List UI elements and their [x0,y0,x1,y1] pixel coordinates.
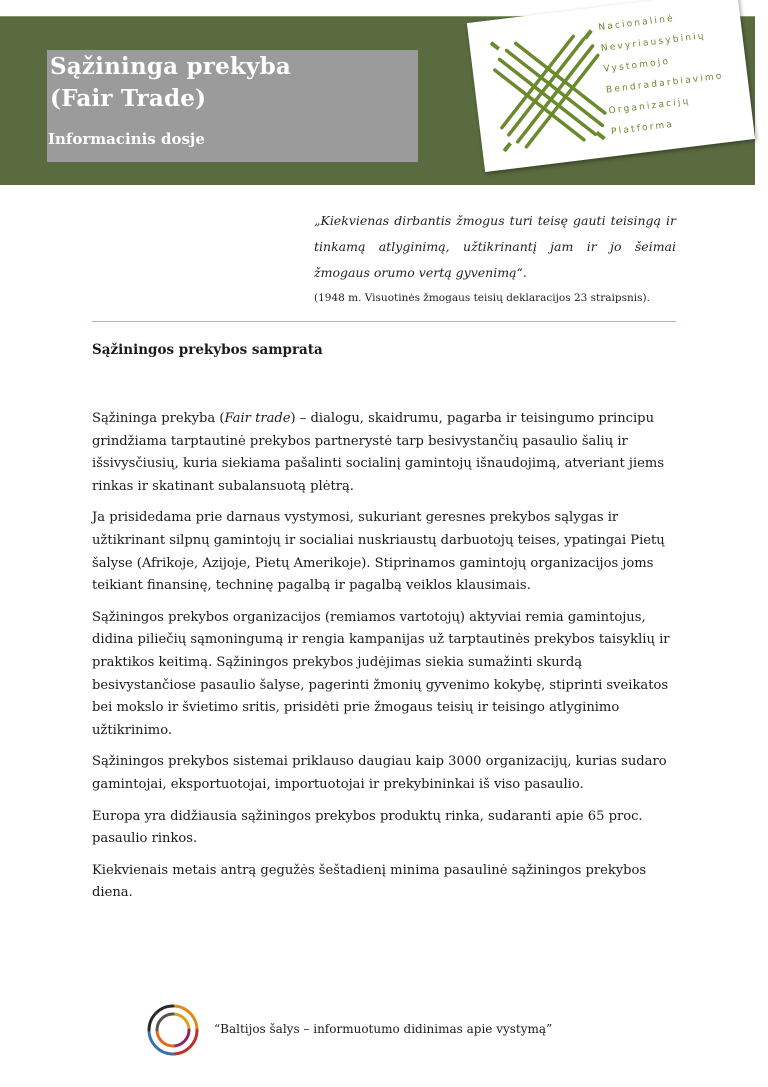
epigraph-source: (1948 m. Visuotinės žmogaus teisių deklaracijos 23 straipsnis). [314,292,650,304]
paragraph-1-end: ) – dialogu, skaidrumu, pagarba ir teisingumo principu grindžiama tarptautinė prekybos partnerystė tarp besivystančių pasaulio šalių ir išsivysčiusių, kuria siekiama pašalinti socialinį gamintojų išnaudojimą, atveriant jiems rinkas ir skatinant subalansuotą plėtrą. [92,411,665,494]
swirl-circle-logo-icon [143,1000,203,1060]
paragraph-1-start: Sąžininga prekyba ( [92,411,225,426]
paragraph-2: Ja prisidedama prie darnaus vystymosi, sukuriant geresnes prekybos sąlygas ir užtikrinant silpnų gamintojų ir socialiai nuskriaustų darbuotojų teises, ypatingai Pietų šalyse (Afrikoje, Azijoje, Pietų Amerikoje). Stiprinamos gamintojų organizacijos joms teikiant finansinę, techninę pagalbą ir pagalbą veiklos klausimais. [92,510,665,594]
document-title-line1: Sąžininga prekyba [50,53,292,80]
document-title-line2: (Fair Trade) [50,85,207,112]
logo-line-1: Nacionalinė [597,13,676,34]
body-text [92,408,682,914]
footer-project-title: “Baltijos šalys – informuotumo didinimas apie vystymą” [214,1022,553,1036]
paragraph-5: Europa yra didžiausia sąžiningos prekybos produktų rinka, sudaranti apie 65 proc. pasaulio rinkos. [92,808,643,847]
paragraph-1-italic-term: Fair trade [224,411,291,426]
paragraph-4: Sąžiningos prekybos sistemai priklauso daugiau kaip 3000 organizacijų, kurias sudaro gamintojai, eksportuotojai, importuotojai ir prekybininkai iš viso pasaulio. [92,754,667,792]
epigraph-quote: „Kiekvienas dirbantis žmogus turi teisę gauti teisingą ir tinkamą atlyginimą, užtikrinantį jam ir jo šeimai žmogaus orumo vertą gyvenimą“. [314,213,676,280]
paragraph-3: Sąžiningos prekybos organizacijos (remiamos vartotojų) aktyviai remia gamintojus, didina piliečių sąmoningumą ir rengia kampanijas už tarptautinės prekybos taisyklių ir praktikos keitimą. Sąžiningos prekybos judėjimas siekia sumažinti skurdą besivystančiose pasaulio šalyse, pagerinti žmonių gyvenimo kokybę, stiprinti sveikatos bei mokslo ir švietimo sritis, prisidėti prie žmogaus teisių ir teisingo atlyginimo užtikrinimo. [92,609,670,738]
logo-line-6: Platforma [610,119,675,138]
crossed-wheat-stalks-icon [483,25,617,159]
paragraph-6: Kiekvienais metais antrą gegužės šeštadienį minima pasaulinė sąžiningos prekybos diena. [92,862,647,901]
document-subtitle: Informacinis dosje [48,130,205,148]
paragraph-1 [92,408,682,498]
section-divider [92,321,676,322]
logo-line-2: Nevyriausybinių [600,31,707,54]
section-heading: Sąžiningos prekybos samprata [92,342,323,358]
logo-line-5: Organizacijų [608,96,692,117]
logo-line-3: Vystomojo [602,56,671,75]
logo-line-4: Bendradarbiavimo [605,71,725,96]
